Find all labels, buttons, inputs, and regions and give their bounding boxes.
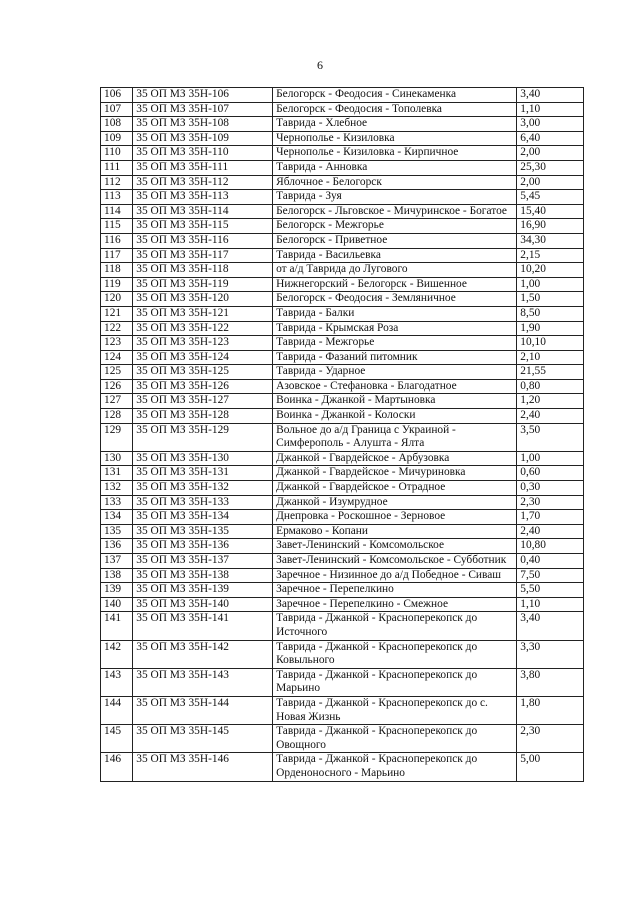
road-code-cell: 35 ОП МЗ 35Н-108 [133, 117, 273, 132]
road-name-cell: Вольное до а/д Граница с Украиной - Симферополь - Алушта - Ялта [273, 423, 517, 451]
road-name-cell: Таврида - Хлебное [273, 117, 517, 132]
road-code-cell: 35 ОП МЗ 35Н-121 [133, 306, 273, 321]
table-row [101, 88, 584, 103]
road-code-cell: 35 ОП МЗ 35Н-136 [133, 539, 273, 554]
row-number-cell: 119 [101, 277, 133, 292]
table-row [101, 451, 584, 466]
road-length-cell: 10,80 [517, 539, 584, 554]
road-code-cell: 35 ОП МЗ 35Н-130 [133, 451, 273, 466]
road-code-cell: 35 ОП МЗ 35Н-117 [133, 248, 273, 263]
row-number-cell: 114 [101, 204, 133, 219]
road-length-cell: 1,20 [517, 394, 584, 409]
row-number-cell: 132 [101, 481, 133, 496]
table-row [101, 190, 584, 205]
row-number-cell: 109 [101, 131, 133, 146]
row-number-cell: 135 [101, 524, 133, 539]
row-number-cell: 106 [101, 88, 133, 103]
row-number-cell: 121 [101, 306, 133, 321]
table-row [101, 146, 584, 161]
row-number-cell: 113 [101, 190, 133, 205]
table-row [101, 277, 584, 292]
road-code-cell: 35 ОП МЗ 35Н-139 [133, 583, 273, 598]
road-code-cell: 35 ОП МЗ 35Н-138 [133, 568, 273, 583]
road-length-cell: 8,50 [517, 306, 584, 321]
row-number-cell: 123 [101, 336, 133, 351]
road-name-cell: Таврида - Ударное [273, 365, 517, 380]
road-name-cell: Таврида - Анновка [273, 160, 517, 175]
road-name-cell: Таврида - Джанкой - Красноперекопск до с. Новая Жизнь [273, 696, 517, 724]
road-name-cell: Джанкой - Изумрудное [273, 495, 517, 510]
road-name-cell: Заречное - Перепелкино [273, 583, 517, 598]
road-length-cell: 5,50 [517, 583, 584, 598]
road-code-cell: 35 ОП МЗ 35Н-131 [133, 466, 273, 481]
table-row [101, 131, 584, 146]
road-length-cell: 2,00 [517, 146, 584, 161]
table-row [101, 725, 584, 753]
road-length-cell: 0,30 [517, 481, 584, 496]
road-length-cell: 16,90 [517, 219, 584, 234]
row-number-cell: 146 [101, 753, 133, 781]
road-name-cell: Белогорск - Феодосия - Земляничное [273, 292, 517, 307]
road-code-cell: 35 ОП МЗ 35Н-109 [133, 131, 273, 146]
road-name-cell: Завет-Ленинский - Комсомольское - Субботник [273, 554, 517, 569]
road-length-cell: 34,30 [517, 233, 584, 248]
roads-table [100, 87, 584, 782]
road-code-cell: 35 ОП МЗ 35Н-111 [133, 160, 273, 175]
road-code-cell: 35 ОП МЗ 35Н-116 [133, 233, 273, 248]
row-number-cell: 120 [101, 292, 133, 307]
row-number-cell: 136 [101, 539, 133, 554]
road-name-cell: Белогорск - Приветное [273, 233, 517, 248]
table-row [101, 263, 584, 278]
road-name-cell: Азовское - Стефановка - Благодатное [273, 379, 517, 394]
table-row [101, 668, 584, 696]
road-code-cell: 35 ОП МЗ 35Н-143 [133, 668, 273, 696]
road-length-cell: 1,00 [517, 451, 584, 466]
road-code-cell: 35 ОП МЗ 35Н-115 [133, 219, 273, 234]
table-row [101, 175, 584, 190]
row-number-cell: 125 [101, 365, 133, 380]
road-name-cell: Таврида - Джанкой - Красноперекопск до Орденоносного - Марьино [273, 753, 517, 781]
road-name-cell: Белогорск - Феодосия - Тополевка [273, 102, 517, 117]
table-row [101, 379, 584, 394]
road-length-cell: 0,80 [517, 379, 584, 394]
road-length-cell: 1,00 [517, 277, 584, 292]
row-number-cell: 122 [101, 321, 133, 336]
road-length-cell: 25,30 [517, 160, 584, 175]
road-name-cell: от а/д Таврида до Лугового [273, 263, 517, 278]
road-length-cell: 2,15 [517, 248, 584, 263]
table-row [101, 597, 584, 612]
table-row [101, 583, 584, 598]
table-row [101, 365, 584, 380]
road-code-cell: 35 ОП МЗ 35Н-112 [133, 175, 273, 190]
table-row [101, 306, 584, 321]
road-length-cell: 21,55 [517, 365, 584, 380]
table-row [101, 204, 584, 219]
road-code-cell: 35 ОП МЗ 35Н-107 [133, 102, 273, 117]
road-code-cell: 35 ОП МЗ 35Н-124 [133, 350, 273, 365]
road-name-cell: Таврида - Балки [273, 306, 517, 321]
road-length-cell: 3,30 [517, 640, 584, 668]
road-name-cell: Таврида - Джанкой - Красноперекопск до Источного [273, 612, 517, 640]
row-number-cell: 133 [101, 495, 133, 510]
road-name-cell: Таврида - Джанкой - Красноперекопск до Ковыльного [273, 640, 517, 668]
road-code-cell: 35 ОП МЗ 35Н-127 [133, 394, 273, 409]
road-code-cell: 35 ОП МЗ 35Н-106 [133, 88, 273, 103]
road-code-cell: 35 ОП МЗ 35Н-122 [133, 321, 273, 336]
row-number-cell: 143 [101, 668, 133, 696]
road-name-cell: Таврида - Джанкой - Красноперекопск до Марьино [273, 668, 517, 696]
road-length-cell: 5,45 [517, 190, 584, 205]
road-code-cell: 35 ОП МЗ 35Н-129 [133, 423, 273, 451]
row-number-cell: 130 [101, 451, 133, 466]
table-row [101, 160, 584, 175]
road-name-cell: Чернополье - Кизиловка [273, 131, 517, 146]
road-name-cell: Воинка - Джанкой - Колоски [273, 409, 517, 424]
row-number-cell: 139 [101, 583, 133, 598]
road-length-cell: 3,40 [517, 88, 584, 103]
road-name-cell: Ермаково - Копани [273, 524, 517, 539]
table-row [101, 753, 584, 781]
road-length-cell: 3,40 [517, 612, 584, 640]
table-row [101, 640, 584, 668]
table-row [101, 495, 584, 510]
road-length-cell: 2,30 [517, 495, 584, 510]
road-code-cell: 35 ОП МЗ 35Н-133 [133, 495, 273, 510]
row-number-cell: 108 [101, 117, 133, 132]
road-name-cell: Нижнегорский - Белогорск - Вишенное [273, 277, 517, 292]
row-number-cell: 127 [101, 394, 133, 409]
road-length-cell: 1,70 [517, 510, 584, 525]
table-row [101, 248, 584, 263]
row-number-cell: 140 [101, 597, 133, 612]
table-row [101, 612, 584, 640]
road-code-cell: 35 ОП МЗ 35Н-125 [133, 365, 273, 380]
row-number-cell: 144 [101, 696, 133, 724]
road-name-cell: Джанкой - Гвардейское - Отрадное [273, 481, 517, 496]
table-row [101, 102, 584, 117]
road-code-cell: 35 ОП МЗ 35Н-137 [133, 554, 273, 569]
road-length-cell: 1,10 [517, 102, 584, 117]
road-length-cell: 2,00 [517, 175, 584, 190]
road-name-cell: Таврида - Джанкой - Красноперекопск до Овощного [273, 725, 517, 753]
row-number-cell: 128 [101, 409, 133, 424]
road-name-cell: Воинка - Джанкой - Мартыновка [273, 394, 517, 409]
road-code-cell: 35 ОП МЗ 35Н-132 [133, 481, 273, 496]
road-name-cell: Яблочное - Белогорск [273, 175, 517, 190]
road-code-cell: 35 ОП МЗ 35Н-141 [133, 612, 273, 640]
road-name-cell: Завет-Ленинский - Комсомольское [273, 539, 517, 554]
table-row [101, 409, 584, 424]
road-length-cell: 2,40 [517, 524, 584, 539]
road-length-cell: 1,90 [517, 321, 584, 336]
road-name-cell: Таврида - Зуя [273, 190, 517, 205]
table-row [101, 219, 584, 234]
road-code-cell: 35 ОП МЗ 35Н-119 [133, 277, 273, 292]
row-number-cell: 118 [101, 263, 133, 278]
table-row [101, 481, 584, 496]
road-length-cell: 2,30 [517, 725, 584, 753]
row-number-cell: 137 [101, 554, 133, 569]
row-number-cell: 129 [101, 423, 133, 451]
row-number-cell: 124 [101, 350, 133, 365]
row-number-cell: 116 [101, 233, 133, 248]
road-code-cell: 35 ОП МЗ 35Н-128 [133, 409, 273, 424]
road-code-cell: 35 ОП МЗ 35Н-144 [133, 696, 273, 724]
table-row [101, 292, 584, 307]
road-length-cell: 3,80 [517, 668, 584, 696]
table-row [101, 524, 584, 539]
row-number-cell: 141 [101, 612, 133, 640]
road-name-cell: Белогорск - Льговское - Мичуринское - Богатое [273, 204, 517, 219]
road-name-cell: Таврида - Крымская Роза [273, 321, 517, 336]
row-number-cell: 115 [101, 219, 133, 234]
table-row [101, 394, 584, 409]
road-length-cell: 0,40 [517, 554, 584, 569]
table-row [101, 423, 584, 451]
roads-table-body [101, 88, 584, 782]
road-name-cell: Днепровка - Роскошное - Зерновое [273, 510, 517, 525]
road-code-cell: 35 ОП МЗ 35Н-126 [133, 379, 273, 394]
road-code-cell: 35 ОП МЗ 35Н-146 [133, 753, 273, 781]
table-row [101, 336, 584, 351]
road-length-cell: 1,50 [517, 292, 584, 307]
road-code-cell: 35 ОП МЗ 35Н-118 [133, 263, 273, 278]
road-length-cell: 3,00 [517, 117, 584, 132]
road-name-cell: Заречное - Низинное до а/д Победное - Сиваш [273, 568, 517, 583]
road-code-cell: 35 ОП МЗ 35Н-110 [133, 146, 273, 161]
row-number-cell: 110 [101, 146, 133, 161]
road-length-cell: 7,50 [517, 568, 584, 583]
road-code-cell: 35 ОП МЗ 35Н-140 [133, 597, 273, 612]
road-code-cell: 35 ОП МЗ 35Н-145 [133, 725, 273, 753]
row-number-cell: 131 [101, 466, 133, 481]
road-length-cell: 2,40 [517, 409, 584, 424]
table-row [101, 233, 584, 248]
road-name-cell: Таврида - Васильевка [273, 248, 517, 263]
road-length-cell: 5,00 [517, 753, 584, 781]
road-length-cell: 10,10 [517, 336, 584, 351]
road-length-cell: 6,40 [517, 131, 584, 146]
row-number-cell: 111 [101, 160, 133, 175]
road-length-cell: 1,10 [517, 597, 584, 612]
table-row [101, 554, 584, 569]
table-row [101, 568, 584, 583]
road-code-cell: 35 ОП МЗ 35Н-120 [133, 292, 273, 307]
row-number-cell: 126 [101, 379, 133, 394]
table-row [101, 321, 584, 336]
road-length-cell: 2,10 [517, 350, 584, 365]
road-length-cell: 15,40 [517, 204, 584, 219]
road-name-cell: Чернополье - Кизиловка - Кирпичное [273, 146, 517, 161]
table-row [101, 696, 584, 724]
road-code-cell: 35 ОП МЗ 35Н-113 [133, 190, 273, 205]
row-number-cell: 138 [101, 568, 133, 583]
table-row [101, 539, 584, 554]
table-row [101, 117, 584, 132]
road-code-cell: 35 ОП МЗ 35Н-114 [133, 204, 273, 219]
road-code-cell: 35 ОП МЗ 35Н-134 [133, 510, 273, 525]
table-row [101, 350, 584, 365]
road-code-cell: 35 ОП МЗ 35Н-142 [133, 640, 273, 668]
road-name-cell: Джанкой - Гвардейское - Мичуриновка [273, 466, 517, 481]
road-name-cell: Таврида - Фазаний питомник [273, 350, 517, 365]
row-number-cell: 134 [101, 510, 133, 525]
table-row [101, 466, 584, 481]
table-row [101, 510, 584, 525]
road-code-cell: 35 ОП МЗ 35Н-123 [133, 336, 273, 351]
road-length-cell: 1,80 [517, 696, 584, 724]
road-length-cell: 3,50 [517, 423, 584, 451]
road-length-cell: 0,60 [517, 466, 584, 481]
row-number-cell: 117 [101, 248, 133, 263]
page-number: 6 [317, 58, 323, 72]
row-number-cell: 112 [101, 175, 133, 190]
road-name-cell: Джанкой - Гвардейское - Арбузовка [273, 451, 517, 466]
road-name-cell: Белогорск - Межгорье [273, 219, 517, 234]
row-number-cell: 145 [101, 725, 133, 753]
road-code-cell: 35 ОП МЗ 35Н-135 [133, 524, 273, 539]
road-name-cell: Заречное - Перепелкино - Смежное [273, 597, 517, 612]
row-number-cell: 142 [101, 640, 133, 668]
row-number-cell: 107 [101, 102, 133, 117]
road-length-cell: 10,20 [517, 263, 584, 278]
road-name-cell: Таврида - Межгорье [273, 336, 517, 351]
road-name-cell: Белогорск - Феодосия - Синекаменка [273, 88, 517, 103]
